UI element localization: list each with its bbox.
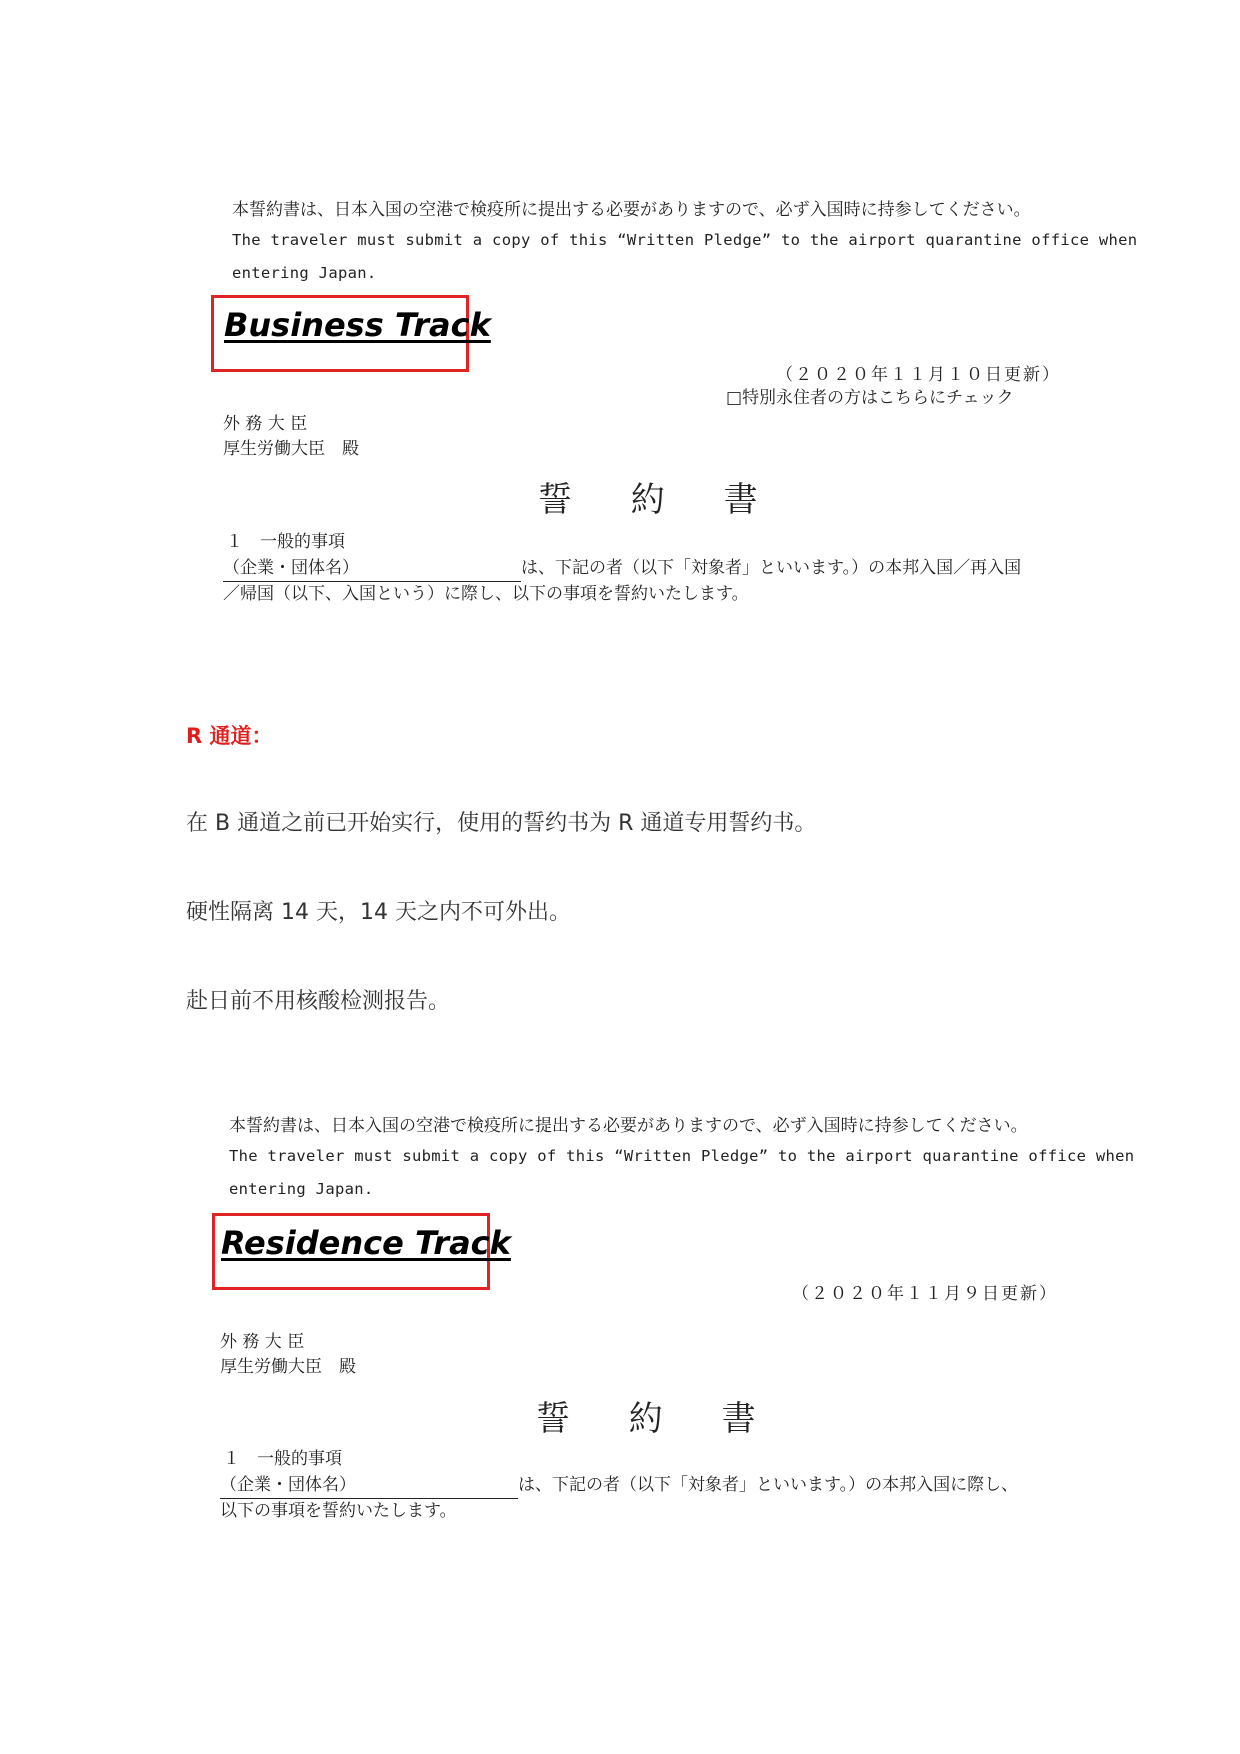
company-name-line <box>223 556 1021 582</box>
notice-japanese: 本誓約書は、日本入国の空港で検疫所に提出する必要がありますので、必ず入国時に持参してください。 <box>229 1116 1028 1136</box>
company-name-line <box>220 1473 1018 1499</box>
commentary-line-1: 在 B 通道之前已开始实行，使用的誓约书为 R 通道专用誓约书。 <box>186 811 817 836</box>
notice-english-line-2: entering Japan. <box>232 264 377 282</box>
notice-english-line-1: The traveler must submit a copy of this “Written Pledge” to the airport quarantine office when <box>229 1147 1135 1165</box>
residence-track-label: Residence Track <box>221 1224 511 1262</box>
pledge-text-line-2: 以下の事項を誓約いたします。 <box>220 1501 457 1521</box>
pledge-text-line-1: は、下記の者（以下「対象者」といいます。）の本邦入国に際し、 <box>518 1475 1019 1495</box>
company-name-field[interactable]: （企業・団体名） <box>220 1473 518 1499</box>
notice-english-line-2: entering Japan. <box>229 1180 374 1198</box>
special-permanent-resident-checkbox[interactable]: □特別永住者の方はこちらにチェック <box>726 388 1014 408</box>
r-track-heading: R 通道： <box>186 724 273 748</box>
revision-date: （２０２０年１１月９日更新） <box>792 1284 1058 1304</box>
form-title: 誓 約 書 <box>536 1399 780 1439</box>
addressee-health-minister: 厚生労働大臣 殿 <box>223 439 359 459</box>
pledge-text-line-2: ／帰国（以下、入国という）に際し、以下の事項を誓約いたします。 <box>223 584 749 604</box>
revision-date: （２０２０年１１月１０日更新） <box>776 365 1061 385</box>
section-heading: １ 一般的事項 <box>223 1449 342 1469</box>
notice-english-line-1: The traveler must submit a copy of this “Written Pledge” to the airport quarantine office when <box>232 231 1138 249</box>
section-heading: １ 一般的事項 <box>226 532 345 552</box>
notice-japanese: 本誓約書は、日本入国の空港で検疫所に提出する必要がありますので、必ず入国時に持参してください。 <box>232 200 1031 220</box>
form-title: 誓 約 書 <box>538 480 782 520</box>
commentary-line-2: 硬性隔离 14 天，14 天之内不可外出。 <box>186 900 571 925</box>
addressee-foreign-minister: 外 務 大 臣 <box>220 1332 305 1352</box>
commentary-line-3: 赴日前不用核酸检测报告。 <box>186 989 451 1014</box>
addressee-foreign-minister: 外 務 大 臣 <box>223 414 308 434</box>
addressee-health-minister: 厚生労働大臣 殿 <box>220 1357 356 1377</box>
pledge-text-line-1: は、下記の者（以下「対象者」といいます。）の本邦入国／再入国 <box>521 558 1022 578</box>
business-track-label: Business Track <box>224 306 491 344</box>
company-name-field[interactable]: （企業・団体名） <box>223 556 521 582</box>
